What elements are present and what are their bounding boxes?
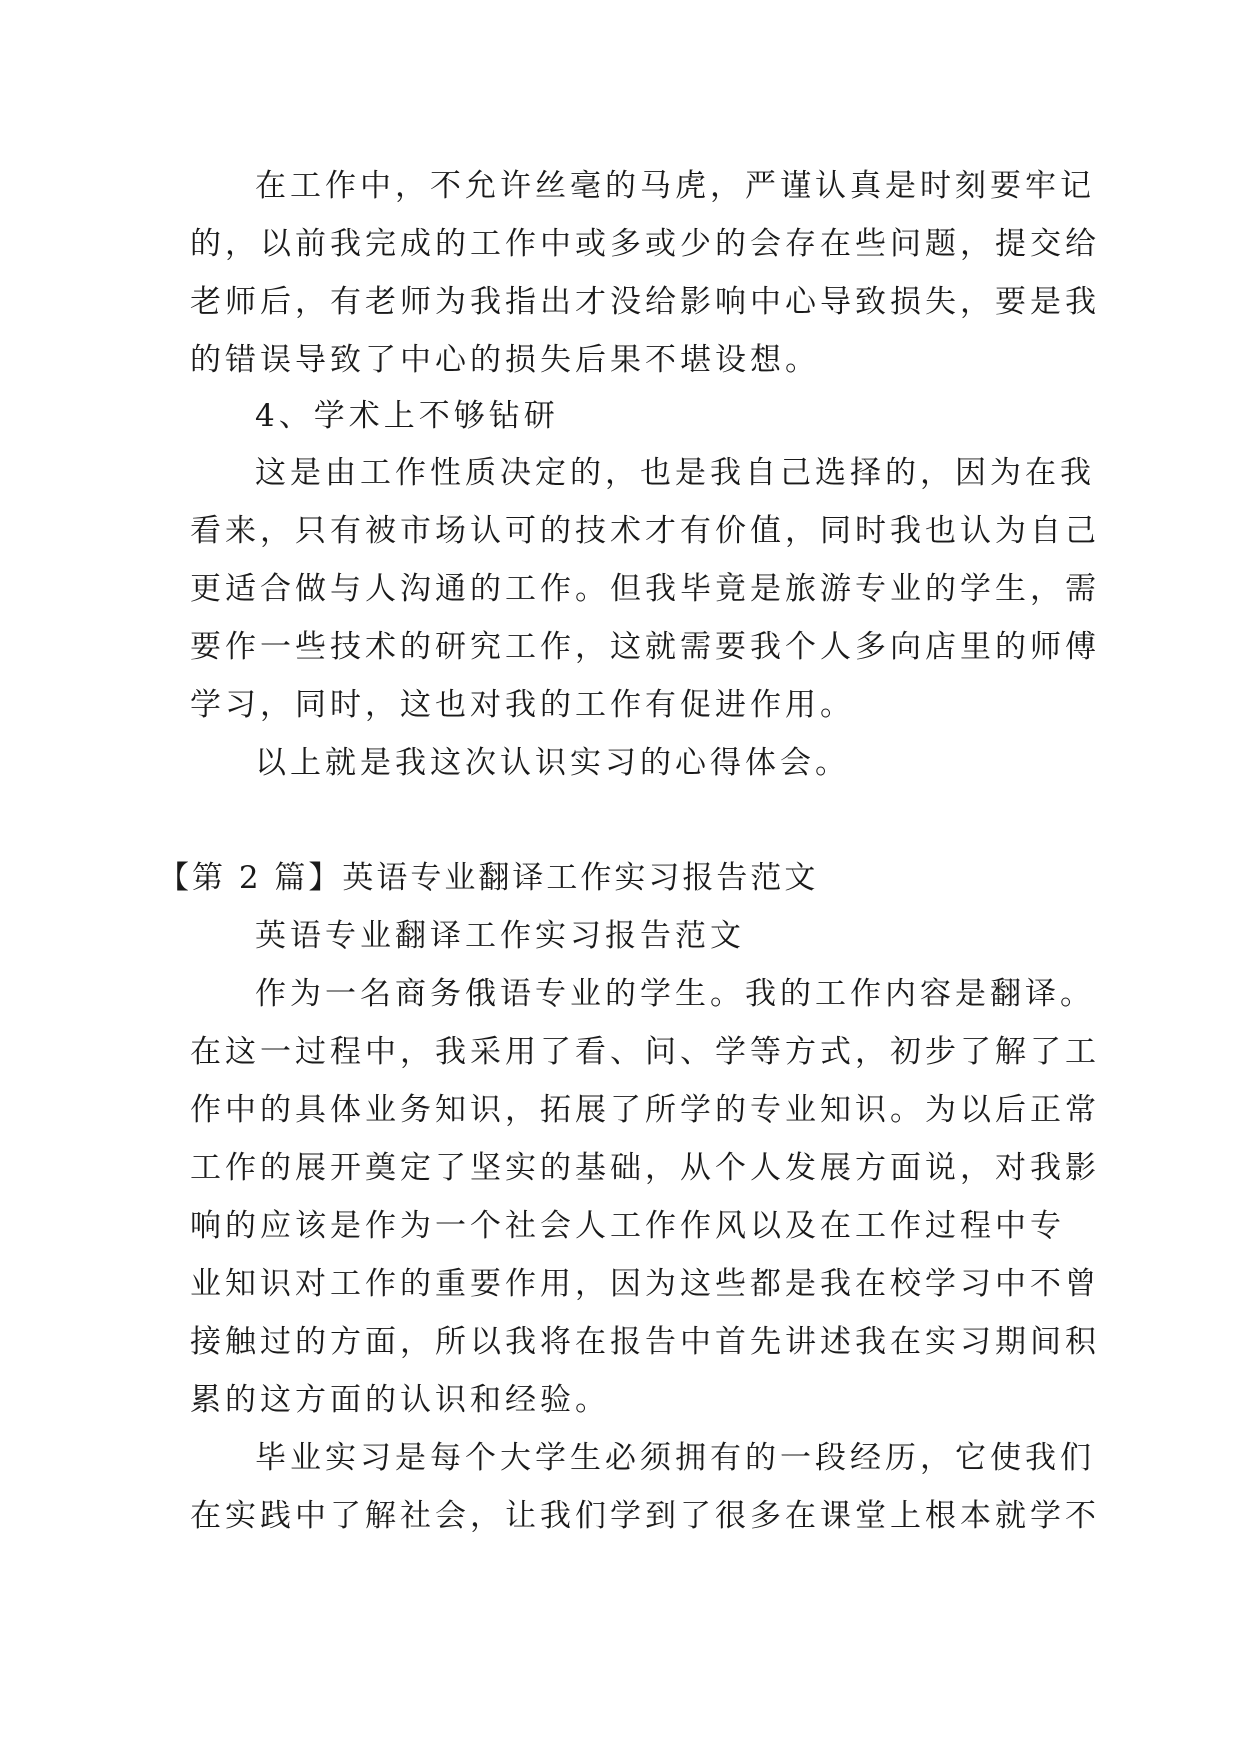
paragraph-line: 更适合做与人沟通的工作。但我毕竟是旅游专业的学生，需 xyxy=(190,571,1100,607)
paragraph-line: 作中的具体业务知识，拓展了所学的专业知识。为以后正常 xyxy=(190,1092,1100,1128)
paragraph-line: 在工作中，不允许丝毫的马虎，严谨认真是时刻要牢记 xyxy=(255,168,1095,204)
paragraph-line: 这是由工作性质决定的，也是我自己选择的，因为在我 xyxy=(255,455,1095,491)
paragraph-line: 学习，同时，这也对我的工作有促进作用。 xyxy=(190,687,855,723)
paragraph-line: 毕业实习是每个大学生必须拥有的一段经历，它使我们 xyxy=(255,1440,1095,1476)
section-subheading: 4、学术上不够钻研 xyxy=(255,398,559,434)
paragraph-line: 要作一些技术的研究工作，这就需要我个人多向店里的师傅 xyxy=(190,629,1100,665)
paragraph-line: 的，以前我完成的工作中或多或少的会存在些问题，提交给 xyxy=(190,226,1100,262)
paragraph-line: 老师后，有老师为我指出才没给影响中心导致损失，要是我 xyxy=(190,284,1100,320)
paragraph-line: 业知识对工作的重要作用，因为这些都是我在校学习中不曾 xyxy=(190,1266,1100,1302)
paragraph-line: 以上就是我这次认识实习的心得体会。 xyxy=(255,745,850,781)
paragraph-line: 的错误导致了中心的损失后果不堪设想。 xyxy=(190,342,820,378)
paragraph-line: 在实践中了解社会，让我们学到了很多在课堂上根本就学不 xyxy=(190,1498,1100,1534)
paragraph-line: 响的应该是作为一个社会人工作作风以及在工作过程中专 xyxy=(190,1208,1065,1244)
paragraph-line: 工作的展开奠定了坚实的基础，从个人发展方面说，对我影 xyxy=(190,1150,1100,1186)
paragraph-line: 接触过的方面，所以我将在报告中首先讲述我在实习期间积 xyxy=(190,1324,1100,1360)
paragraph-line: 看来，只有被市场认可的技术才有价值，同时我也认为自己 xyxy=(190,513,1100,549)
paragraph-line: 作为一名商务俄语专业的学生。我的工作内容是翻译。 xyxy=(255,976,1095,1012)
paragraph-line: 在这一过程中，我采用了看、问、学等方式，初步了解了工 xyxy=(190,1034,1100,1070)
article-title: 英语专业翻译工作实习报告范文 xyxy=(255,918,745,954)
paragraph-line: 累的这方面的认识和经验。 xyxy=(190,1382,610,1418)
article-heading: 【第 2 篇】英语专业翻译工作实习报告范文 xyxy=(158,860,819,896)
